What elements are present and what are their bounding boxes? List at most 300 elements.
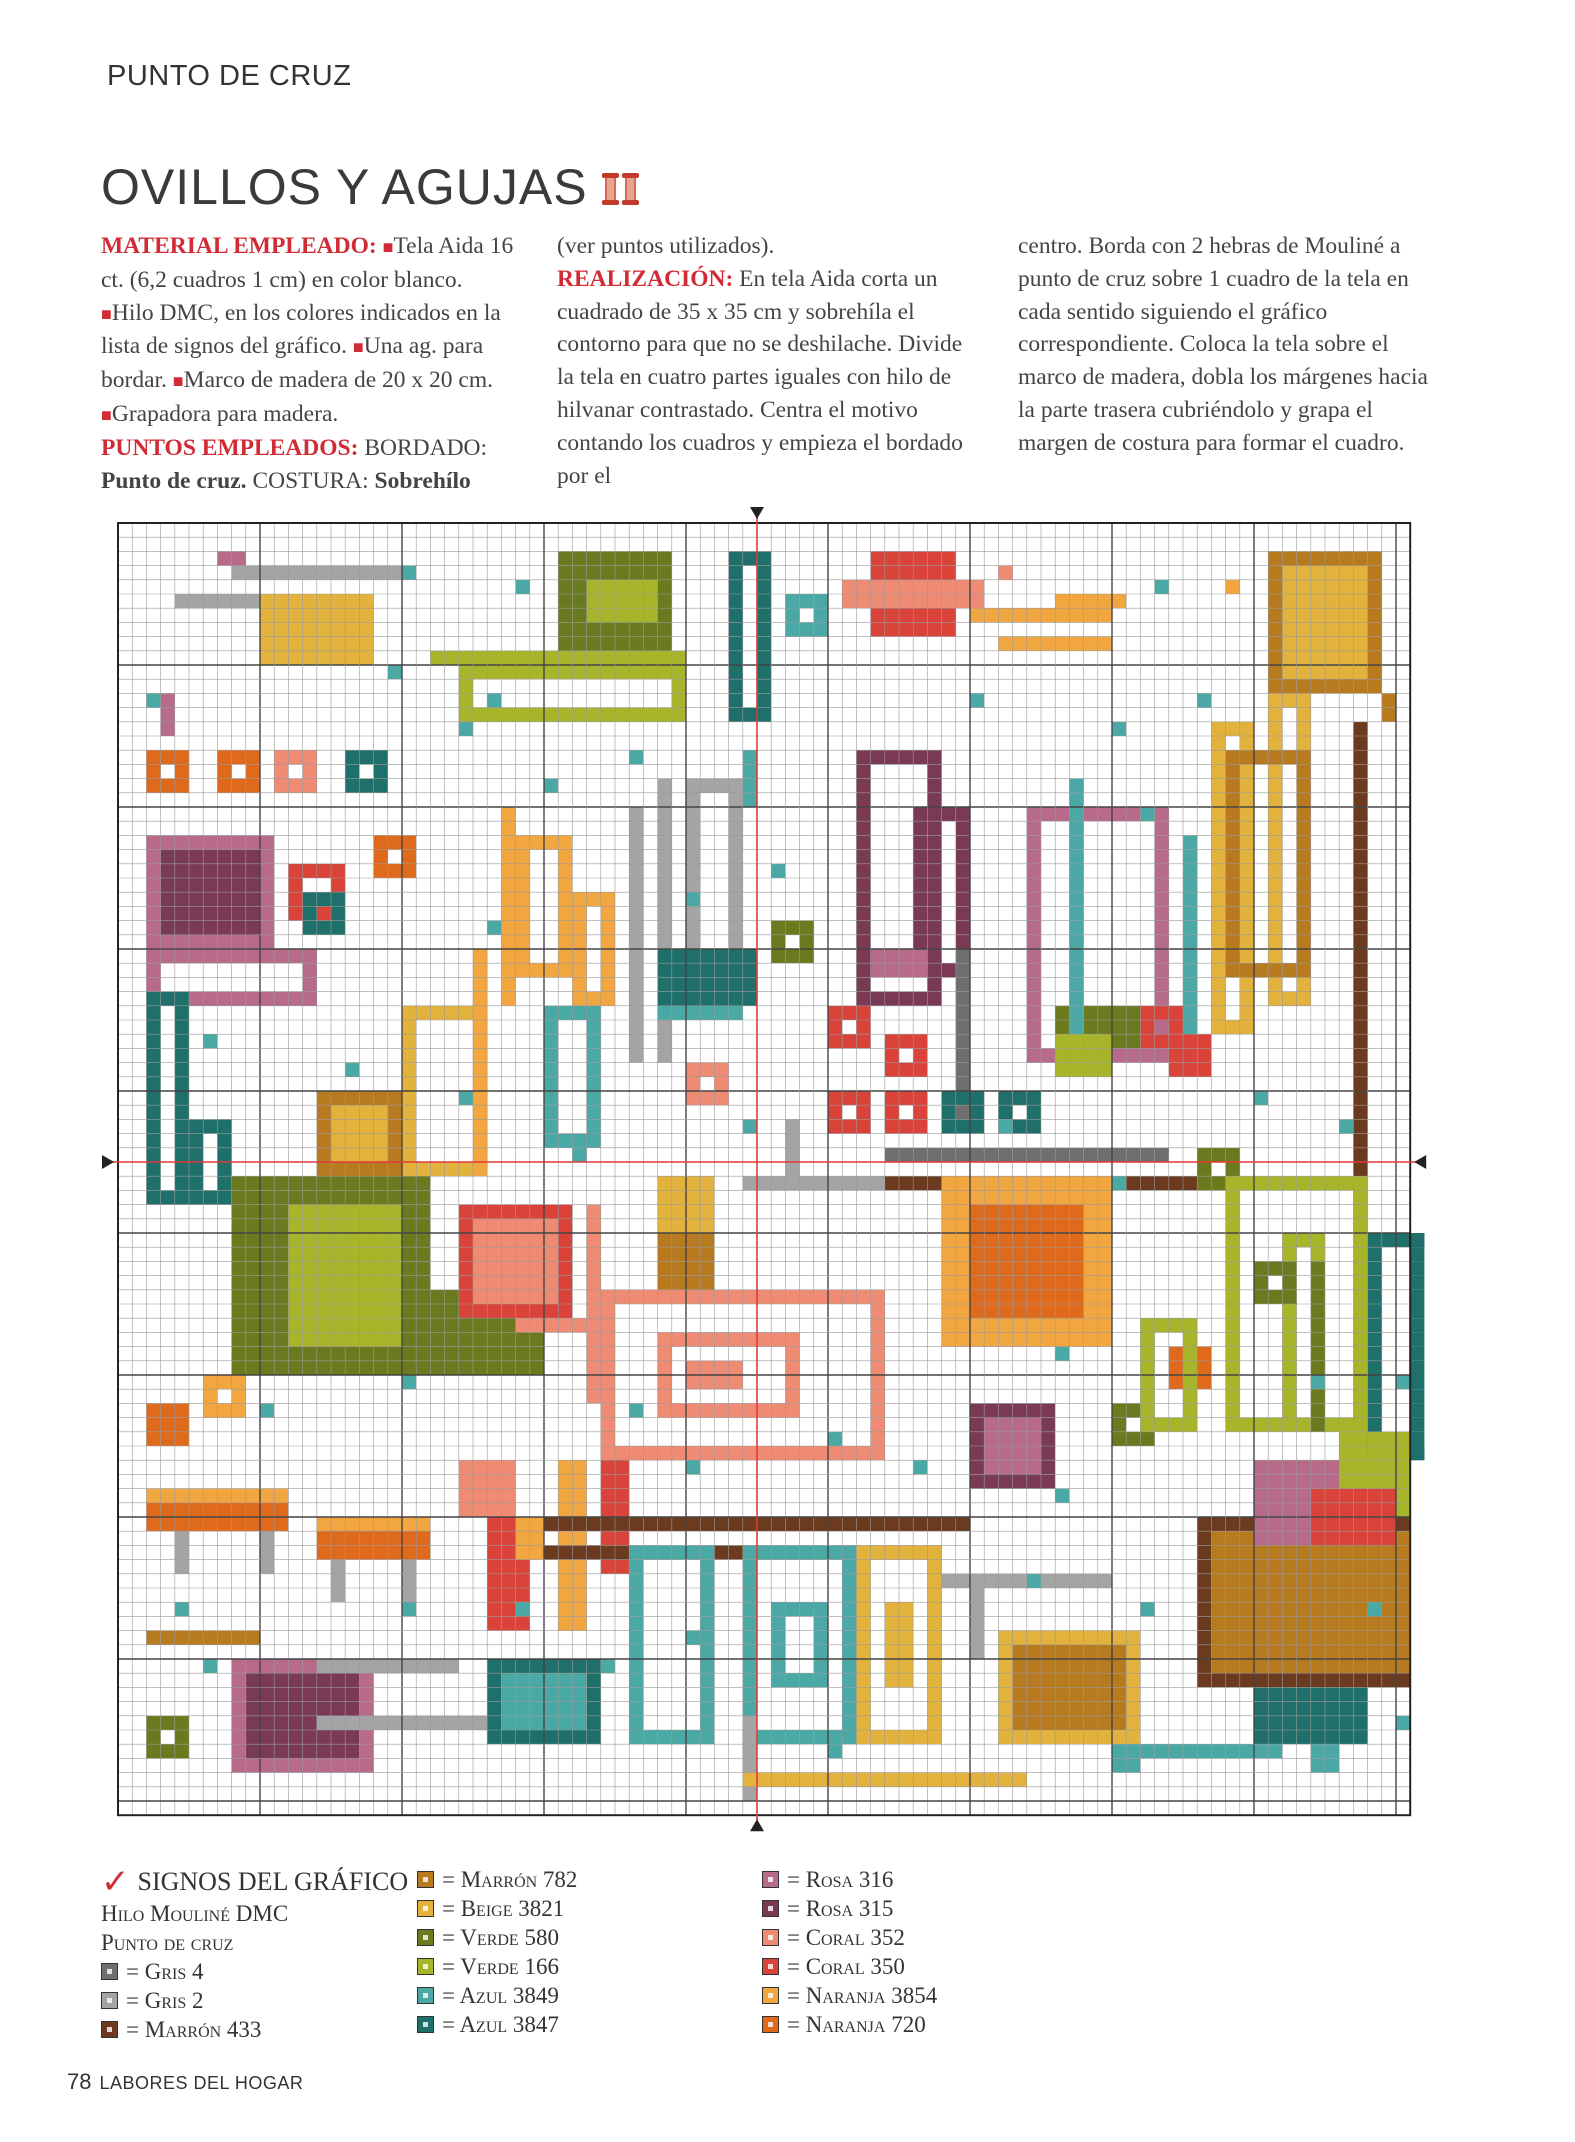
stitch-cell: [856, 850, 870, 864]
stitch-cell: [1155, 963, 1169, 977]
stitch-cell: [1325, 1616, 1339, 1630]
stitch-cell: [1069, 807, 1083, 821]
stitch-cell: [1268, 1176, 1282, 1190]
stitch-cell: [1140, 1318, 1154, 1332]
stitch-cell: [217, 906, 231, 920]
stitch-cell: [1297, 906, 1311, 920]
legend-item-label: = Coral 352: [787, 1925, 905, 1950]
stitch-cell: [232, 566, 246, 580]
stitch-cell: [714, 949, 728, 963]
stitch-cell: [1368, 1318, 1382, 1332]
stitch-cell: [998, 1574, 1012, 1588]
stitch-cell: [288, 1744, 302, 1758]
stitch-cell: [1254, 1276, 1268, 1290]
stitch-cell: [1254, 1418, 1268, 1432]
stitch-cell: [1339, 580, 1353, 594]
legend-item: [417, 1865, 577, 1894]
stitch-cell: [1254, 1474, 1268, 1488]
stitch-cell: [856, 764, 870, 778]
stitch-cell: [1041, 1702, 1055, 1716]
stitch-cell: [1268, 1744, 1282, 1758]
stitch-cell: [1055, 1063, 1069, 1077]
stitch-cell: [232, 1276, 246, 1290]
stitch-cell: [899, 580, 913, 594]
stitch-cell: [643, 708, 657, 722]
stitch-cell: [1098, 1020, 1112, 1034]
stitch-cell: [1339, 1446, 1353, 1460]
stitch-cell: [487, 693, 501, 707]
stitch-cell: [587, 608, 601, 622]
stitch-cell: [175, 764, 189, 778]
stitch-cell: [1382, 1503, 1396, 1517]
stitch-cell: [743, 1744, 757, 1758]
stitch-cell: [970, 1474, 984, 1488]
stitch-cell: [516, 1347, 530, 1361]
stitch-cell: [473, 1304, 487, 1318]
stitch-cell: [1282, 1347, 1296, 1361]
stitch-cell: [501, 665, 515, 679]
stitch-cell: [232, 1503, 246, 1517]
stitch-cell: [927, 1602, 941, 1616]
stitch-cell: [544, 1091, 558, 1105]
stitch-cell: [629, 992, 643, 1006]
stitch-cell: [1069, 1702, 1083, 1716]
stitch-cell: [331, 1190, 345, 1204]
stitch-cell: [942, 1332, 956, 1346]
stitch-cell: [771, 1517, 785, 1531]
stitch-cell: [1339, 1418, 1353, 1432]
stitch-cell: [1069, 1205, 1083, 1219]
stitch-cell: [345, 594, 359, 608]
stitch-cell: [871, 963, 885, 977]
stitch-cell: [402, 1375, 416, 1389]
stitch-cell: [260, 992, 274, 1006]
stitch-cell: [700, 1190, 714, 1204]
stitch-cell: [232, 1247, 246, 1261]
stitch-cell: [828, 1176, 842, 1190]
stitch-cell: [1084, 1006, 1098, 1020]
stitch-cell: [331, 1091, 345, 1105]
stitch-cell: [913, 807, 927, 821]
stitch-cell: [899, 963, 913, 977]
stitch-cell: [1084, 1631, 1098, 1645]
stitch-cell: [672, 992, 686, 1006]
stitch-cell: [587, 1261, 601, 1275]
stitch-cell: [601, 935, 615, 949]
stitch-cell: [1353, 821, 1367, 835]
stitch-cell: [246, 878, 260, 892]
stitch-cell: [1183, 992, 1197, 1006]
stitch-cell: [1268, 892, 1282, 906]
stitch-cell: [303, 1276, 317, 1290]
stitch-cell: [246, 864, 260, 878]
stitch-cell: [1268, 551, 1282, 565]
stitch-cell: [714, 1290, 728, 1304]
stitch-cell: [899, 1063, 913, 1077]
bullet-square-icon: ■: [172, 371, 184, 392]
stitch-cell: [885, 1148, 899, 1162]
stitch-cell: [757, 1403, 771, 1417]
stitch-cell: [1055, 1659, 1069, 1673]
stitch-cell: [1183, 1418, 1197, 1432]
stitch-cell: [274, 1276, 288, 1290]
stitch-cell: [430, 1659, 444, 1673]
stitch-cell: [388, 1276, 402, 1290]
stitch-cell: [1297, 921, 1311, 935]
stitch-cell: [161, 1190, 175, 1204]
stitch-cell: [416, 1531, 430, 1545]
stitch-cell: [587, 622, 601, 636]
stitch-cell: [1226, 1602, 1240, 1616]
stitch-cell: [1240, 878, 1254, 892]
stitch-cell: [743, 1659, 757, 1673]
stitch-cell: [885, 1773, 899, 1787]
stitch-cell: [1325, 679, 1339, 693]
stitch-cell: [544, 1105, 558, 1119]
stitch-cell: [359, 1205, 373, 1219]
stitch-cell: [1084, 1276, 1098, 1290]
stitch-cell: [572, 1474, 586, 1488]
stitch-cell: [927, 793, 941, 807]
stitch-cell: [601, 580, 615, 594]
stitch-cell: [1041, 637, 1055, 651]
stitch-cell: [345, 637, 359, 651]
stitch-cell: [516, 1304, 530, 1318]
stitch-cell: [359, 1702, 373, 1716]
stitch-cell: [1211, 906, 1225, 920]
stitch-cell: [1353, 1517, 1367, 1531]
stitch-cell: [658, 1730, 672, 1744]
stitch-cell: [1254, 1616, 1268, 1630]
stitch-cell: [814, 1517, 828, 1531]
stitch-cell: [1311, 1687, 1325, 1701]
stitch-cell: [885, 1730, 899, 1744]
stitch-cell: [615, 551, 629, 565]
stitch-cell: [587, 1545, 601, 1559]
stitch-cell: [544, 1276, 558, 1290]
stitch-cell: [175, 921, 189, 935]
stitch-cell: [1013, 1730, 1027, 1744]
stitch-cell: [1169, 1744, 1183, 1758]
color-swatch-icon: [101, 1992, 118, 2009]
stitch-cell: [501, 1361, 515, 1375]
stitch-cell: [1055, 1034, 1069, 1048]
stitch-cell: [345, 1063, 359, 1077]
stitch-cell: [232, 1375, 246, 1389]
stitch-cell: [1325, 1474, 1339, 1488]
stitch-cell: [1382, 1631, 1396, 1645]
stitch-cell: [1027, 1418, 1041, 1432]
stitch-cell: [672, 963, 686, 977]
stitch-cell: [402, 1560, 416, 1574]
stitch-cell: [956, 1574, 970, 1588]
stitch-cell: [1155, 949, 1169, 963]
stitch-cell: [587, 1702, 601, 1716]
stitch-cell: [1297, 1517, 1311, 1531]
stitch-cell: [146, 977, 160, 991]
stitch-cell: [714, 1545, 728, 1559]
stitch-cell: [1211, 892, 1225, 906]
stitch-cell: [1382, 1545, 1396, 1559]
stitch-cell: [984, 1247, 998, 1261]
stitch-cell: [331, 1318, 345, 1332]
stitch-cell: [516, 1673, 530, 1687]
stitch-cell: [1325, 1687, 1339, 1701]
legend-item-label: = Azul 3847: [442, 2012, 559, 2037]
stitch-cell: [1339, 1716, 1353, 1730]
stitch-cell: [743, 1687, 757, 1701]
stitch-cell: [1268, 864, 1282, 878]
stitch-cell: [217, 779, 231, 793]
stitch-cell: [587, 1006, 601, 1020]
stitch-cell: [856, 878, 870, 892]
stitch-cell: [146, 750, 160, 764]
stitch-cell: [1353, 1347, 1367, 1361]
stitch-cell: [530, 1318, 544, 1332]
stitch-cell: [1353, 1645, 1367, 1659]
stitch-cell: [729, 977, 743, 991]
stitch-cell: [1027, 977, 1041, 991]
stitch-cell: [729, 793, 743, 807]
stitch-cell: [572, 921, 586, 935]
stitch-cell: [927, 935, 941, 949]
stitch-cell: [771, 1403, 785, 1417]
stitch-cell: [473, 1332, 487, 1346]
stitch-cell: [1353, 1460, 1367, 1474]
stitch-cell: [729, 608, 743, 622]
stitch-cell: [388, 1659, 402, 1673]
stitch-cell: [388, 1517, 402, 1531]
stitch-cell: [1027, 935, 1041, 949]
stitch-cell: [516, 1261, 530, 1275]
stitch-cell: [1183, 835, 1197, 849]
stitch-cell: [729, 1332, 743, 1346]
stitch-cell: [615, 1531, 629, 1545]
stitch-cell: [998, 1304, 1012, 1318]
stitch-cell: [1084, 1233, 1098, 1247]
legend-item: [762, 1923, 937, 1952]
stitch-cell: [1169, 1006, 1183, 1020]
stitch-cell: [331, 608, 345, 622]
stitch-cell: [658, 1332, 672, 1346]
stitch-cell: [303, 864, 317, 878]
stitch-cell: [913, 1034, 927, 1048]
stitch-cell: [913, 835, 927, 849]
stitch-cell: [1282, 1361, 1296, 1375]
stitch-cell: [686, 1091, 700, 1105]
stitch-cell: [1226, 1361, 1240, 1375]
stitch-cell: [487, 1318, 501, 1332]
stitch-cell: [743, 1673, 757, 1687]
stitch-cell: [1325, 1716, 1339, 1730]
stitch-cell: [700, 1673, 714, 1687]
stitch-cell: [672, 1247, 686, 1261]
stitch-cell: [345, 1205, 359, 1219]
stitch-cell: [388, 1148, 402, 1162]
stitch-cell: [1240, 1531, 1254, 1545]
stitch-cell: [1126, 1758, 1140, 1772]
stitch-cell: [1254, 1673, 1268, 1687]
stitch-cell: [1013, 1716, 1027, 1730]
stitch-cell: [331, 1332, 345, 1346]
stitch-cell: [842, 1574, 856, 1588]
stitch-cell: [1368, 1375, 1382, 1389]
stitch-cell: [246, 1176, 260, 1190]
stitch-cell: [970, 1148, 984, 1162]
stitch-cell: [530, 1332, 544, 1346]
stitch-cell: [871, 1176, 885, 1190]
stitch-cell: [743, 949, 757, 963]
stitch-cell: [1311, 1631, 1325, 1645]
stitch-cell: [402, 1105, 416, 1119]
stitch-cell: [1297, 1602, 1311, 1616]
stitch-cell: [1396, 1631, 1410, 1645]
stitch-cell: [161, 906, 175, 920]
stitch-cell: [800, 921, 814, 935]
stitch-cell: [445, 651, 459, 665]
stitch-cell: [970, 1432, 984, 1446]
stitch-cell: [1197, 1375, 1211, 1389]
stitch-cell: [686, 1276, 700, 1290]
stitch-cell: [487, 1687, 501, 1701]
stitch-cell: [402, 1119, 416, 1133]
stitch-cell: [629, 1020, 643, 1034]
stitch-cell: [303, 1190, 317, 1204]
stitch-cell: [629, 1545, 643, 1559]
stitch-cell: [601, 1517, 615, 1531]
stitch-cell: [885, 1176, 899, 1190]
stitch-cell: [359, 1247, 373, 1261]
stitch-cell: [1240, 835, 1254, 849]
stitch-cell: [1183, 1034, 1197, 1048]
stitch-cell: [587, 1247, 601, 1261]
stitch-cell: [161, 722, 175, 736]
stitch-cell: [1169, 1418, 1183, 1432]
stitch-cell: [544, 1716, 558, 1730]
stitch-cell: [615, 1290, 629, 1304]
stitch-cell: [430, 1361, 444, 1375]
stitch-cell: [1368, 1247, 1382, 1261]
stitch-cell: [1112, 1687, 1126, 1701]
stitch-cell: [601, 949, 615, 963]
stitch-cell: [629, 807, 643, 821]
stitch-cell: [615, 594, 629, 608]
stitch-cell: [246, 1687, 260, 1701]
stitch-cell: [998, 1645, 1012, 1659]
stitch-cell: [1226, 1545, 1240, 1559]
stitch-cell: [1098, 1716, 1112, 1730]
stitch-cell: [615, 1560, 629, 1574]
stitch-cell: [246, 1347, 260, 1361]
stitch-cell: [232, 1631, 246, 1645]
stitch-cell: [1013, 1673, 1027, 1687]
stitch-cell: [672, 1517, 686, 1531]
stitch-cell: [629, 1517, 643, 1531]
stitch-cell: [161, 892, 175, 906]
stitch-cell: [686, 1290, 700, 1304]
stitch-cell: [856, 1006, 870, 1020]
stitch-cell: [473, 1261, 487, 1275]
realizacion-label: REALIZACIÓN:: [557, 265, 734, 292]
stitch-cell: [544, 1673, 558, 1687]
stitch-cell: [956, 821, 970, 835]
stitch-cell: [913, 892, 927, 906]
stitch-cell: [984, 1403, 998, 1417]
stitch-cell: [288, 1332, 302, 1346]
stitch-cell: [303, 608, 317, 622]
stitch-cell: [1197, 1162, 1211, 1176]
stitch-cell: [246, 1318, 260, 1332]
stitch-cell: [1226, 1517, 1240, 1531]
stitch-cell: [161, 992, 175, 1006]
stitch-cell: [1396, 1474, 1410, 1488]
stitch-cell: [345, 1276, 359, 1290]
stitch-cell: [743, 1730, 757, 1744]
stitch-cell: [1069, 835, 1083, 849]
stitch-cell: [1055, 807, 1069, 821]
stitch-cell: [288, 892, 302, 906]
stitch-cell: [970, 1403, 984, 1417]
stitch-cell: [1254, 1716, 1268, 1730]
stitch-cell: [487, 1347, 501, 1361]
stitch-cell: [970, 1105, 984, 1119]
stitch-cell: [927, 807, 941, 821]
stitch-cell: [345, 608, 359, 622]
stitch-cell: [1098, 1659, 1112, 1673]
stitch-cell: [1297, 1616, 1311, 1630]
stitch-cell: [161, 878, 175, 892]
stitch-cell: [1297, 977, 1311, 991]
stitch-cell: [1211, 949, 1225, 963]
stitch-cell: [175, 949, 189, 963]
stitch-cell: [1268, 1517, 1282, 1531]
stitch-cell: [700, 1261, 714, 1275]
stitch-cell: [885, 1602, 899, 1616]
material-item: Grapadora para madera.: [111, 400, 339, 427]
stitch-cell: [672, 949, 686, 963]
stitch-cell: [700, 977, 714, 991]
stitch-cell: [1339, 665, 1353, 679]
stitch-cell: [658, 850, 672, 864]
stitch-cell: [1126, 1432, 1140, 1446]
stitch-cell: [1339, 1588, 1353, 1602]
stitch-cell: [1353, 1446, 1367, 1460]
stitch-cell: [1297, 1474, 1311, 1488]
stitch-cell: [1325, 665, 1339, 679]
stitch-cell: [743, 708, 757, 722]
stitch-cell: [246, 1631, 260, 1645]
stitch-cell: [288, 651, 302, 665]
stitch-cell: [842, 1290, 856, 1304]
stitch-cell: [643, 1290, 657, 1304]
stitch-cell: [828, 1119, 842, 1133]
stitch-cell: [842, 1702, 856, 1716]
stitch-cell: [501, 1261, 515, 1275]
stitch-cell: [501, 935, 515, 949]
stitch-cell: [942, 1276, 956, 1290]
stitch-cell: [303, 1304, 317, 1318]
stitch-cell: [572, 1730, 586, 1744]
stitch-cell: [331, 1219, 345, 1233]
stitch-cell: [146, 1631, 160, 1645]
legend-item-label: = Beige 3821: [442, 1896, 565, 1921]
stitch-cell: [473, 1162, 487, 1176]
stitch-cell: [927, 1545, 941, 1559]
stitch-cell: [842, 1602, 856, 1616]
stitch-cell: [516, 1219, 530, 1233]
stitch-cell: [1112, 1659, 1126, 1673]
chart-grid: [100, 505, 1440, 1835]
